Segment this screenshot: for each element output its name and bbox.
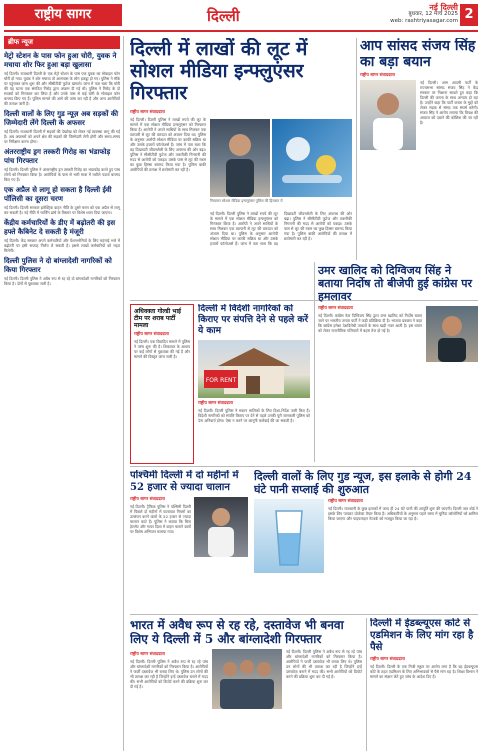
- section-rule: [130, 614, 478, 615]
- challan-headline: पश्चिमी दिल्ली में दो महीनों में 52 हजार से ज्यादा चालान: [130, 470, 239, 493]
- column-divider: [314, 262, 315, 462]
- brief-item[interactable]: [4, 219, 120, 253]
- newspaper-logo: राष्ट्रीय सागर: [4, 4, 122, 26]
- umar-photo: [426, 306, 478, 362]
- brief-title: दिल्ली पुलिस ने दो बांग्लादेशी नागरिकों को किया गिरफ्तार: [4, 256, 112, 274]
- bangladeshi-byline: राष्ट्रीय सागर संवाददाता: [130, 651, 165, 656]
- foreign-headline: दिल्ली में विदेशी नागरिकों को किराए पर संपत्ति देने से पहले करें ये काम: [198, 304, 309, 336]
- masthead-website[interactable]: web: rashtriyasagar.com: [390, 18, 458, 24]
- water-headline: दिल्ली वालों के लिए गुड न्यूज, इस इलाके से होगी 24 घंटे पानी सप्लाई की शुरुआत: [254, 470, 472, 496]
- brief-body: नई दिल्ली। केंद्र सरकार अपने कर्मचारियों और पेंशनभोगियों के लिए महंगाई भत्ते में बढ़ोतरी पर इसी सप्ताह निर्णय ले सकती है। इससे लाखों कर्मचारियों को राहत मिलेगी।: [4, 238, 120, 253]
- lead-photo-caption: गिरफ्तार सोशल मीडिया इन्फ्लुएंसर पुलिस की हिरासत में: [210, 199, 283, 203]
- masthead: [0, 0, 482, 40]
- lead-body: नई दिल्ली। दिल्ली पुलिस ने लाखों रुपये की लूट के मामले में एक सोशल मीडिया इन्फ्लुएंसर को गिरफ्तार किया है। आरोपी ने अपने साथियों के साथ मिलकर एक व्यापारी से लूट की वारदात को अंजाम दिया था। पुलिस के अनुसार आरोपी सोशल मीडिया पर काफी सक्रिय था और उसके हजारों फॉलोअर्स हैं। जांच में पता चला कि वह दिखावटी जीवनशैली के लिए अपराध की ओर बढ़ा। पुलिस ने सीसीटीवी फुटेज और तकनीकी निगरानी की मदद से आरोपी को पकड़ा। उसके पास से लूट की रकम का कुछ हिस्सा बरामद किया गया है। पुलिस बाकी आरोपियों की तलाश में छापेमारी कर रही है।: [130, 117, 206, 172]
- umar-headline: उमर खालिद को दिग्विजय सिंह ने बताया निर्दोष तो बीजेपी हुई कांग्रेस पर हमलावर: [318, 264, 473, 303]
- challan-byline: राष्ट्रीय सागर संवाददाता: [130, 496, 165, 501]
- person-photo-icon: [210, 119, 270, 197]
- brief-news-column: [4, 36, 124, 751]
- bangladeshi-headline: भारत में अवैध रूप से रह रहे, दस्तावेज भी बनवा लिए ये दिल्ली में 5 और बांग्लादेशी गिरफ्तार: [130, 618, 344, 646]
- lead-body-continued: नई दिल्ली। दिल्ली पुलिस ने लाखों रुपये की लूट के मामले में एक सोशल मीडिया इन्फ्लुएंसर को गिरफ्तार किया है। आरोपी ने अपने साथियों के साथ मिलकर एक व्यापारी से लूट की वारदात को अंजाम दिया था। पुलिस के अनुसार आरोपी सोशल मीडिया पर काफी सक्रिय था और उसके हजारों फॉलोअर्स हैं। जांच में पता चला कि वह दिखावटी जीवनशैली के लिए अपराध की ओर बढ़ा। पुलिस ने सीसीटीवी फुटेज और तकनीकी निगरानी की मदद से आरोपी को पकड़ा। उसके पास से लूट की रकम का कुछ हिस्सा बरामद किया गया है। पुलिस बाकी आरोपियों की तलाश में छापेमारी कर रही है।: [210, 211, 352, 246]
- brief-item[interactable]: [4, 110, 120, 144]
- brief-title: मेट्रो स्टेशन के पास फोन हुआ चोरी, युवक ने मचाया शोर फिर हुआ बड़ा खुलासा: [4, 51, 117, 69]
- brief-body: नई दिल्ली। दिल्ली पुलिस ने अवैध रूप से रह रहे दो बांग्लादेशी नागरिकों को गिरफ्तार किया है। दोनों से पूछताछ जारी है।: [4, 276, 120, 286]
- challan-photo: [194, 497, 248, 557]
- water-photo: [254, 499, 324, 573]
- water-supply-story[interactable]: [254, 470, 478, 610]
- brief-title: दिल्ली वालों के लिए गुड न्यूज़ अब सड़कों की जिम्मेदारी लेंगे दिल्ली के अफसर: [4, 109, 119, 127]
- brief-title: केंद्रीय कर्मचारियों के डीए में बढ़ोतरी की इस हफ्ते कैबिनेट दे सकती है मंजूरी: [4, 218, 116, 236]
- challan-body: नई दिल्ली। ट्रैफिक पुलिस ने पश्चिमी दिल्ली में पिछले दो महीनों में यातायात नियमों का उल्लंघन करने वालों के 52 हजार से ज्यादा चालान काटे हैं। पुलिस ने बताया कि बिना हेलमेट और गलत दिशा में वाहन चलाने वालों पर विशेष अभियान चलाया गया।: [130, 504, 191, 534]
- inset-story[interactable]: [130, 304, 194, 464]
- inset-title: अधिवक्ता गोल्डी भाई टीम पर शराब पार्टी मामला: [134, 308, 181, 329]
- challan-story[interactable]: [130, 470, 248, 610]
- page-number: 2: [460, 4, 478, 26]
- sanjay-body: नई दिल्ली। आम आदमी पार्टी के राज्यसभा सांसद संजय सिंह ने केंद्र सरकार पर निशाना साधते हुए कहा कि दिल्ली की जनता के साथ अन्याय हो रहा है। उन्होंने कहा कि पार्टी जनता के मुद्दों को लेकर सड़क से संसद तक संघर्ष करेगी। संजय सिंह ने आरोप लगाया कि विपक्ष की आवाज को दबाने की कोशिश की जा रही है।: [420, 80, 478, 125]
- foreign-body: नई दिल्ली। दिल्ली पुलिस ने मकान मालिकों के लिए दिशा-निर्देश जारी किए हैं। विदेशी नागरिकों को संपत्ति किराए पर देने से पहले उनकी पूरी जानकारी पुलिस को देना अनिवार्य होगा। ऐसा न करने पर कानूनी कार्रवाई की जा सकती है।: [198, 408, 310, 423]
- ews-byline: राष्ट्रीय सागर संवाददाता: [370, 656, 405, 661]
- sanjay-headline: आप सांसद संजय सिंह का बड़ा बयान: [360, 38, 476, 70]
- foreign-byline: राष्ट्रीय सागर संवाददाता: [198, 400, 233, 405]
- ews-headline: दिल्ली में ईडब्ल्यूएस कोटे से एडमिशन के लिए मांग रहा है पैसे: [370, 618, 474, 653]
- foreign-tenant-story[interactable]: [198, 304, 310, 464]
- brief-body: नई दिल्ली। दिल्ली पुलिस ने अंतरराष्ट्रीय ड्रग तस्करी गिरोह का भंडाफोड़ करते हुए पांच लोगों को गिरफ्तार किया है। आरोपियों के पास से भारी मात्रा में नशीले पदार्थ बरामद किए गए हैं।: [4, 167, 120, 182]
- umar-byline: राष्ट्रीय सागर संवाददाता: [318, 305, 353, 310]
- column-divider: [366, 618, 367, 751]
- for-rent-sign-icon: [198, 340, 310, 398]
- brief-body: नई दिल्ली। दिल्ली सरकार इलेक्ट्रिक वाहन नीति के दूसरे चरण को एक अप्रैल से लागू कर सकती है। नई नीति में चार्जिंग ढांचे के विस्तार पर विशेष ध्यान दिया जाएगा।: [4, 205, 120, 215]
- brief-news-heading: ब्रीफ न्यूज: [4, 36, 120, 49]
- social-media-graphic-icon: [272, 119, 352, 197]
- bangladeshi-story[interactable]: [130, 618, 362, 751]
- masthead-rule: [4, 30, 478, 32]
- lead-headline: दिल्ली में लाखों की लूट में सोशल मीडिया इन्फ्लुएंसर गिरफ्तार: [130, 38, 308, 104]
- ews-admission-story[interactable]: [370, 618, 478, 751]
- bangladeshi-body: नई दिल्ली। दिल्ली पुलिस ने अवैध रूप से रह रहे पांच और बांग्लादेशी नागरिकों को गिरफ्तार किया है। आरोपियों ने फर्जी दस्तावेज भी बनवा लिए थे। पुलिस उन लोगों की भी तलाश कर रही है जिन्होंने इन्हें दस्तावेज बनाने में मदद की। सभी आरोपियों को डिपोर्ट करने की प्रक्रिया शुरू कर दी गई है।: [130, 659, 208, 689]
- group-photo-icon: [212, 649, 282, 709]
- person-photo-icon: [360, 80, 416, 150]
- umar-khalid-story[interactable]: [318, 264, 478, 462]
- ews-body: नई दिल्ली। दिल्ली के एक निजी स्कूल पर आरोप लगा है कि वह ईडब्ल्यूएस कोटे के तहत एडमिशन के लिए अभिभावकों से पैसे मांग रहा है। शिक्षा विभाग ने मामले का संज्ञान लेते हुए जांच के आदेश दिए हैं।: [370, 664, 478, 679]
- lead-story[interactable]: [130, 38, 352, 298]
- bangladeshi-photo: [212, 649, 282, 709]
- for-rent-label: FOR RENT: [205, 377, 237, 384]
- column-divider: [356, 38, 357, 260]
- edition-title: दिल्ली: [207, 7, 240, 25]
- lead-byline: राष्ट्रीय सागर संवाददाता: [130, 109, 165, 114]
- lead-photo: [210, 119, 270, 197]
- lead-photo-secondary: [272, 119, 352, 197]
- traffic-police-icon: [194, 497, 248, 557]
- inset-body: नई दिल्ली। एक विवादित मामले में पुलिस ने जांच शुरू की है। शिकायत के आधार पर कई लोगों से पूछताछ की गई है और मामले की विस्तृत जांच जारी है।: [134, 339, 190, 359]
- water-byline: राष्ट्रीय सागर संवाददाता: [328, 498, 363, 503]
- person-photo-icon: [426, 306, 478, 362]
- brief-body: नई दिल्ली। राजधानी दिल्ली के एक मेट्रो स्टेशन के पास एक युवक का मोबाइल फोन चोरी हो गया। युवक ने शोर मचाया तो आसपास के लोग इकट्ठा हो गए। पुलिस ने मौके पर पहुंचकर जांच शुरू की और सीसीटीवी फुटेज खंगाले। जांच में पता चला कि चोरी की यह घटना एक संगठित गिरोह द्वारा अंजाम दी गई थी। पुलिस ने गिरोह के दो सदस्यों को गिरफ्तार कर लिया है और उनके पास से कई चोरी के मोबाइल फोन बरामद किए गए हैं। पुलिस मामले की आगे की जांच कर रही है और अन्य आरोपियों की तलाश जारी है।: [4, 71, 120, 106]
- brief-item[interactable]: [4, 52, 120, 106]
- water-glass-icon: [254, 499, 324, 573]
- section-rule: [130, 466, 478, 467]
- inset-byline: राष्ट्रीय सागर संवाददाता: [134, 331, 169, 336]
- umar-body: नई दिल्ली। कांग्रेस नेता दिग्विजय सिंह द्वारा उमर खालिद को निर्दोष बताए जाने पर भारतीय जनता पार्टी ने कड़ी प्रतिक्रिया दी है। भाजपा प्रवक्ता ने कहा कि कांग्रेस हमेशा देशविरोधी ताकतों के साथ खड़ी नजर आती है। इस बयान को लेकर राजनीतिक गलियारों में बहस तेज हो गई है।: [318, 313, 422, 333]
- masthead-date: बुधवार, 12 मार्च 2025: [408, 11, 458, 17]
- sanjay-photo: [360, 80, 416, 150]
- masthead-info: [390, 4, 458, 25]
- sanjay-byline: राष्ट्रीय सागर संवाददाता: [360, 72, 395, 77]
- brief-body: नई दिल्ली। राजधानी दिल्ली में सड़कों की देखरेख को लेकर नई व्यवस्था लागू की गई है। अब अफसरों को अपने क्षेत्र की सड़कों की जिम्मेदारी लेनी होगी और समय-समय पर निरीक्षण करना होगा।: [4, 129, 120, 144]
- bangladeshi-body-continued: नई दिल्ली। दिल्ली पुलिस ने अवैध रूप से रह रहे पांच और बांग्लादेशी नागरिकों को गिरफ्तार किया है। आरोपियों ने फर्जी दस्तावेज भी बनवा लिए थे। पुलिस उन लोगों की भी तलाश कर रही है जिन्होंने इन्हें दस्तावेज बनाने में मदद की। सभी आरोपियों को डिपोर्ट करने की प्रक्रिया शुरू कर दी गई है।: [286, 649, 362, 679]
- for-rent-photo: [198, 340, 310, 398]
- brief-item[interactable]: [4, 186, 120, 215]
- sanjay-singh-story[interactable]: [360, 38, 478, 260]
- brief-item[interactable]: [4, 148, 120, 182]
- brief-title: अंतरराष्ट्रीय ड्रग तस्करी गिरोह का भंडाफोड़ पांच गिरफ्तार: [4, 147, 111, 165]
- brief-item[interactable]: [4, 257, 120, 286]
- brief-title: एक अप्रैल से लागू हो सकता है दिल्ली ईवी पॉलिसी का दूसरा चरण: [4, 185, 112, 203]
- water-body: नई दिल्ली। राजधानी के कुछ इलाकों में जल्द ही 24 घंटे पानी की आपूर्ति शुरू की जाएगी। दिल्ली जल बोर्ड ने इसके लिए पायलट प्रोजेक्ट तैयार किया है। अधिकारियों के अनुसार पहले चरण में चुनिंदा कॉलोनियों को शामिल किया जाएगा और पाइपलाइन नेटवर्क को मजबूत किया जा रहा है।: [328, 506, 478, 521]
- masthead-city: नई दिल्ली: [429, 2, 458, 12]
